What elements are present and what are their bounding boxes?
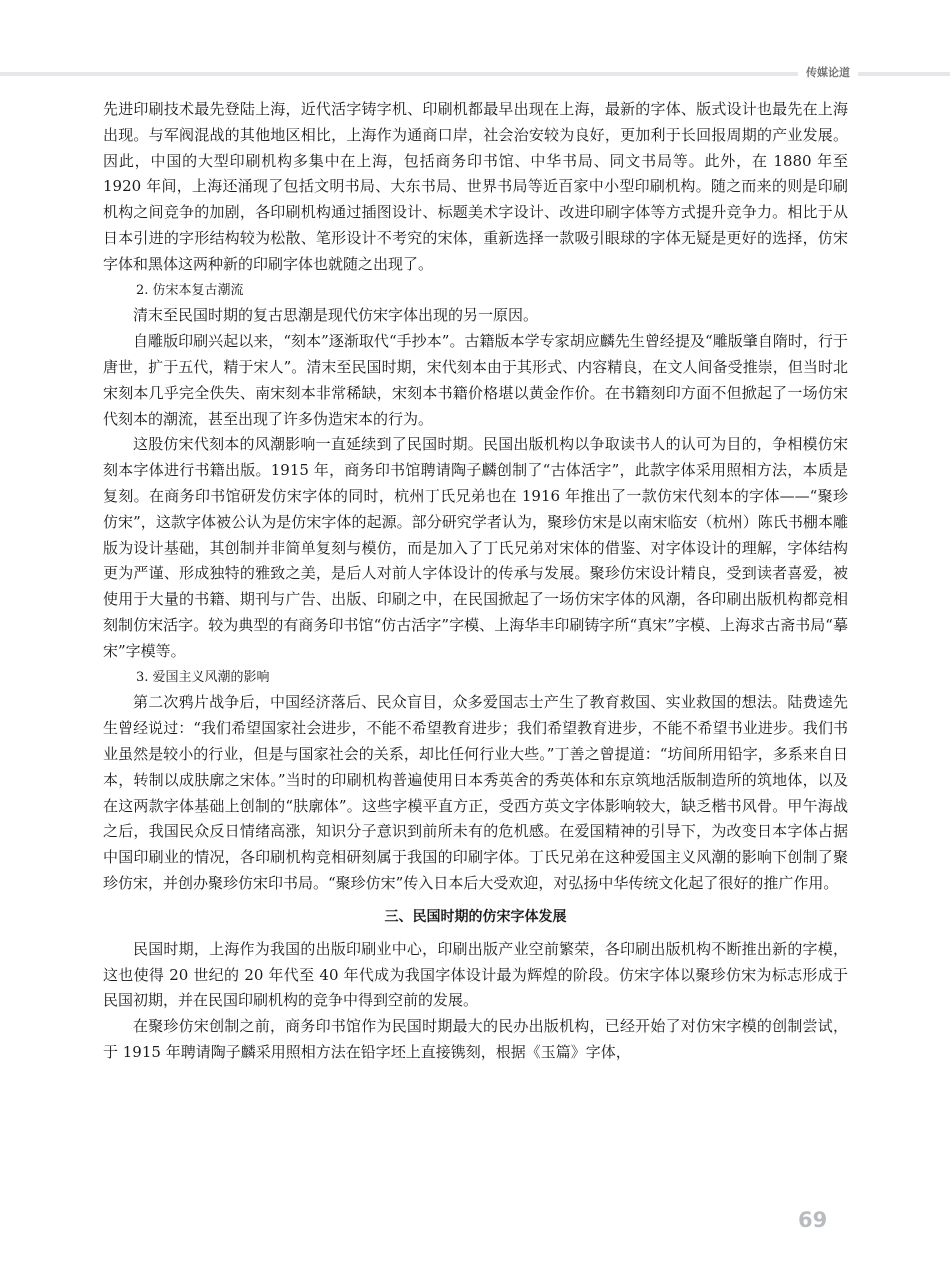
article-body xyxy=(103,97,848,1066)
paragraph: 第二次鸦片战争后，中国经济落后、民众盲目，众多爱国志士产生了教育救国、实业救国的想法。陆费逵先生曾经说过：“我们希望国家社会进步，不能不希望教育进步；我们希望教育进步，不能不希望书业进步。我们书业虽然是较小的行业，但是与国家社会的关系，却比任何行业大些。”丁善之曾提道：“坊间所用铅字，多系来自日本，转制以成肤廓之宋体。”当时的印刷机构普遍使用日本秀英舍的秀英体和东京筑地活版制造所的筑地体，以及在这两款字体基础上创制的“肤廓体”。这些字模平直方正，受西方英文字体影响较大，缺乏楷书风骨。甲午海战之后，我国民众反日情绪高涨，知识分子意识到前所未有的危机感。在爱国精神的引导下，为改变日本字体占据中国印刷业的情况，各印刷机构竞相研刻属于我国的印刷字体。丁氏兄弟在这种爱国主义风潮的影响下创制了聚珍仿宋，并创办聚珍仿宋印书局。“聚珍仿宋”传入日本后大受欢迎，对弘扬中华传统文化起了很好的推广作用。 xyxy=(103,693,848,892)
paragraph: 这股仿宋代刻本的风潮影响一直延续到了民国时期。民国出版机构以争取读书人的认可为目的，争相模仿宋刻本字体进行书籍出版。1915 年，商务印书馆聘请陶子麟创制了“古体活字”，此款字体采用照相方法，本质是复刻。在商务印书馆研发仿宋字体的同时，杭州丁氏兄弟也在 1916 年推出了一款仿宋代刻本的字体——“聚珍仿宋”，这款字体被公认为是仿宋字体的起源。部分研究学者认为，聚珍仿宋是以南宋临安（杭州）陈氏书棚本雕版为设计基础，其创制并非简单复刻与模仿，而是加入了丁氏兄弟对宋体的借鉴、对字体设计的理解，字体结构更为严谨、形成独特的雅致之美，是后人对前人字体设计的传承与发展。聚珍仿宋设计精良，受到读者喜爱，被使用于大量的书籍、期刊与广告、出版、印刷之中，在民国掀起了一场仿宋字体的风潮，各印刷出版机构都竞相刻制仿宋活字。较为典型的有商务印书馆“仿古活字”字模、上海华丰印刷铸字所“真宋”字模、上海求古斋书局“摹宋”字模等。 xyxy=(103,435,848,660)
paragraph: 在聚珍仿宋创制之前，商务印书馆作为民国时期最大的民办出版机构，已经开始了对仿宋字模的创制尝试，于 1915 年聘请陶子麟采用照相方法在铅字坯上直接镌刻，根据《玉篇》字体， xyxy=(103,1017,848,1061)
subheading: 2. 仿宋本复古潮流 xyxy=(136,282,244,298)
paragraph: 自雕版印刷兴起以来，“刻本”逐渐取代“手抄本”。古籍版本学专家胡应麟先生曾经提及“雕版肇自隋时，行于唐世，扩于五代，精于宋人”。清末至民国时期，宋代刻本由于其形式、内容精良，在文人间备受推崇，但当时北宋刻本几乎完全佚失、南宋刻本非常稀缺，宋刻本书籍价格堪以黄金作价。在书籍刻印方面不但掀起了一场仿宋代刻本的潮流，甚至出现了许多伪造宋本的行为。 xyxy=(103,332,848,428)
paragraph: 清末至民国时期的复古思潮是现代仿宋字体出现的另一原因。 xyxy=(133,306,539,325)
subheading: 3. 爱国主义风潮的影响 xyxy=(136,669,270,685)
paragraph: 先进印刷技术最先登陆上海，近代活字铸字机、印刷机都最早出现在上海，最新的字体、版式设计也最先在上海出现。与军阀混战的其他地区相比，上海作为通商口岸，社会治安较为良好，更加利于长回报周期的产业发展。因此，中国的大型印刷机构多集中在上海，包括商务印书馆、中华书局、同文书局等。此外，在 1880 年至 1920 年间，上海还涌现了包括文明书局、大东书局、世界书局等近百家中小型印刷机构。随之而来的则是印刷机构之间竞争的加剧，各印刷机构通过插图设计、标题美术字设计、改进印刷字体等方式提升竞争力。相比于从日本引进的字形结构较为松散、笔形设计不考究的宋体，重新选择一款吸引眼球的字体无疑是更好的选择，仿宋字体和黑体这两种新的印刷字体也就随之出现了。 xyxy=(103,100,848,273)
page-number: 69 xyxy=(798,1208,828,1232)
section-tag: 传媒论道 xyxy=(798,64,858,82)
paragraph: 民国时期，上海作为我国的出版印刷业中心，印刷出版产业空前繁荣，各印刷出版机构不断推出新的字模，这也使得 20 世纪的 20 年代至 40 年代成为我国字体设计最为辉煌的阶段。仿宋字体以聚珍仿宋为标志形成于民国初期，并在民国印刷机构的竞争中得到空前的发展。 xyxy=(103,939,848,1010)
section-heading: 三、民国时期的仿宋字体发展 xyxy=(384,908,567,925)
